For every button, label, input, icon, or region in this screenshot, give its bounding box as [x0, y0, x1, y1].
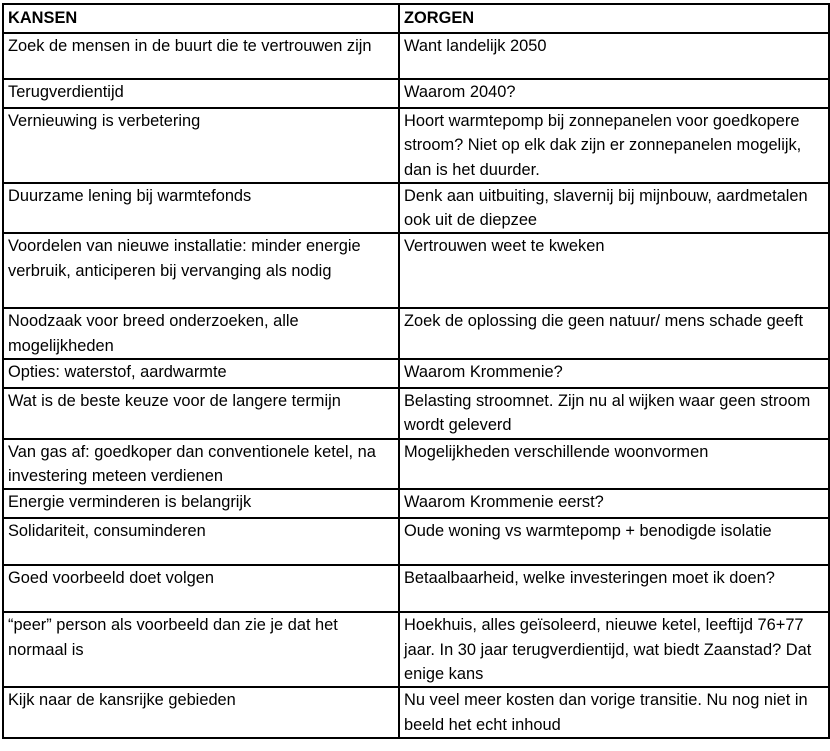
- table-row: [3, 233, 829, 308]
- zorg-cell: Oude woning vs warmtepomp + benodigde isolatie: [399, 518, 829, 565]
- zorg-cell: Want landelijk 2050: [399, 33, 829, 79]
- kans-cell: Opties: waterstof, aardwarmte: [3, 359, 399, 388]
- table-row: [3, 518, 829, 565]
- zorg-cell: Belasting stroomnet. Zijn nu al wijken waar geen stroom wordt geleverd: [399, 388, 829, 439]
- kans-cell: Voordelen van nieuwe installatie: minder energie verbruik, anticiperen bij vervanging als nodig: [3, 233, 399, 308]
- zorg-cell: Mogelijkheden verschillende woonvormen: [399, 439, 829, 490]
- table-row: [3, 308, 829, 359]
- zorg-cell: Betaalbaarheid, welke investeringen moet ik doen?: [399, 565, 829, 612]
- kans-cell: Duurzame lening bij warmtefonds: [3, 183, 399, 234]
- kans-cell: Terugverdientijd: [3, 79, 399, 108]
- zorg-cell: Zoek de oplossing die geen natuur/ mens schade geeft: [399, 308, 829, 359]
- table-row: [3, 183, 829, 234]
- table-row: [3, 565, 829, 612]
- zorg-cell: Hoort warmtepomp bij zonnepanelen voor goedkopere stroom? Niet op elk dak zijn er zonnepanelen mogelijk, dan is het duurder.: [399, 108, 829, 183]
- zorg-cell: Waarom Krommenie?: [399, 359, 829, 388]
- table-row: [3, 439, 829, 490]
- header-kansen: KANSEN: [3, 4, 399, 33]
- kansen-zorgen-table: [2, 3, 830, 739]
- kans-cell: Van gas af: goedkoper dan conventionele ketel, na investering meteen verdienen: [3, 439, 399, 490]
- kans-cell: Goed voorbeeld doet volgen: [3, 565, 399, 612]
- zorg-cell: Denk aan uitbuiting, slavernij bij mijnbouw, aardmetalen ook uit de diepzee: [399, 183, 829, 234]
- kans-cell: Energie verminderen is belangrijk: [3, 489, 399, 518]
- table-header-row: [3, 4, 829, 33]
- kans-cell: Zoek de mensen in de buurt die te vertrouwen zijn: [3, 33, 399, 79]
- table-row: [3, 108, 829, 183]
- table-row: [3, 687, 829, 738]
- kans-cell: Vernieuwing is verbetering: [3, 108, 399, 183]
- table-row: [3, 33, 829, 79]
- header-zorgen: ZORGEN: [399, 4, 829, 33]
- kans-cell: “peer” person als voorbeeld dan zie je dat het normaal is: [3, 612, 399, 687]
- zorg-cell: Nu veel meer kosten dan vorige transitie. Nu nog niet in beeld het echt inhoud: [399, 687, 829, 738]
- table-row: [3, 489, 829, 518]
- kans-cell: Noodzaak voor breed onderzoeken, alle mogelijkheden: [3, 308, 399, 359]
- zorg-cell: Hoekhuis, alles geïsoleerd, nieuwe ketel, leeftijd 76+77 jaar. In 30 jaar terugverdientijd, wat biedt Zaanstad? Dat enige kans: [399, 612, 829, 687]
- zorg-cell: Vertrouwen weet te kweken: [399, 233, 829, 308]
- kans-cell: Kijk naar de kansrijke gebieden: [3, 687, 399, 738]
- table-row: [3, 79, 829, 108]
- zorg-cell: Waarom Krommenie eerst?: [399, 489, 829, 518]
- zorg-cell: Waarom 2040?: [399, 79, 829, 108]
- kans-cell: Solidariteit, consuminderen: [3, 518, 399, 565]
- table-row: [3, 359, 829, 388]
- table-row: [3, 388, 829, 439]
- table-row: [3, 612, 829, 687]
- kans-cell: Wat is de beste keuze voor de langere termijn: [3, 388, 399, 439]
